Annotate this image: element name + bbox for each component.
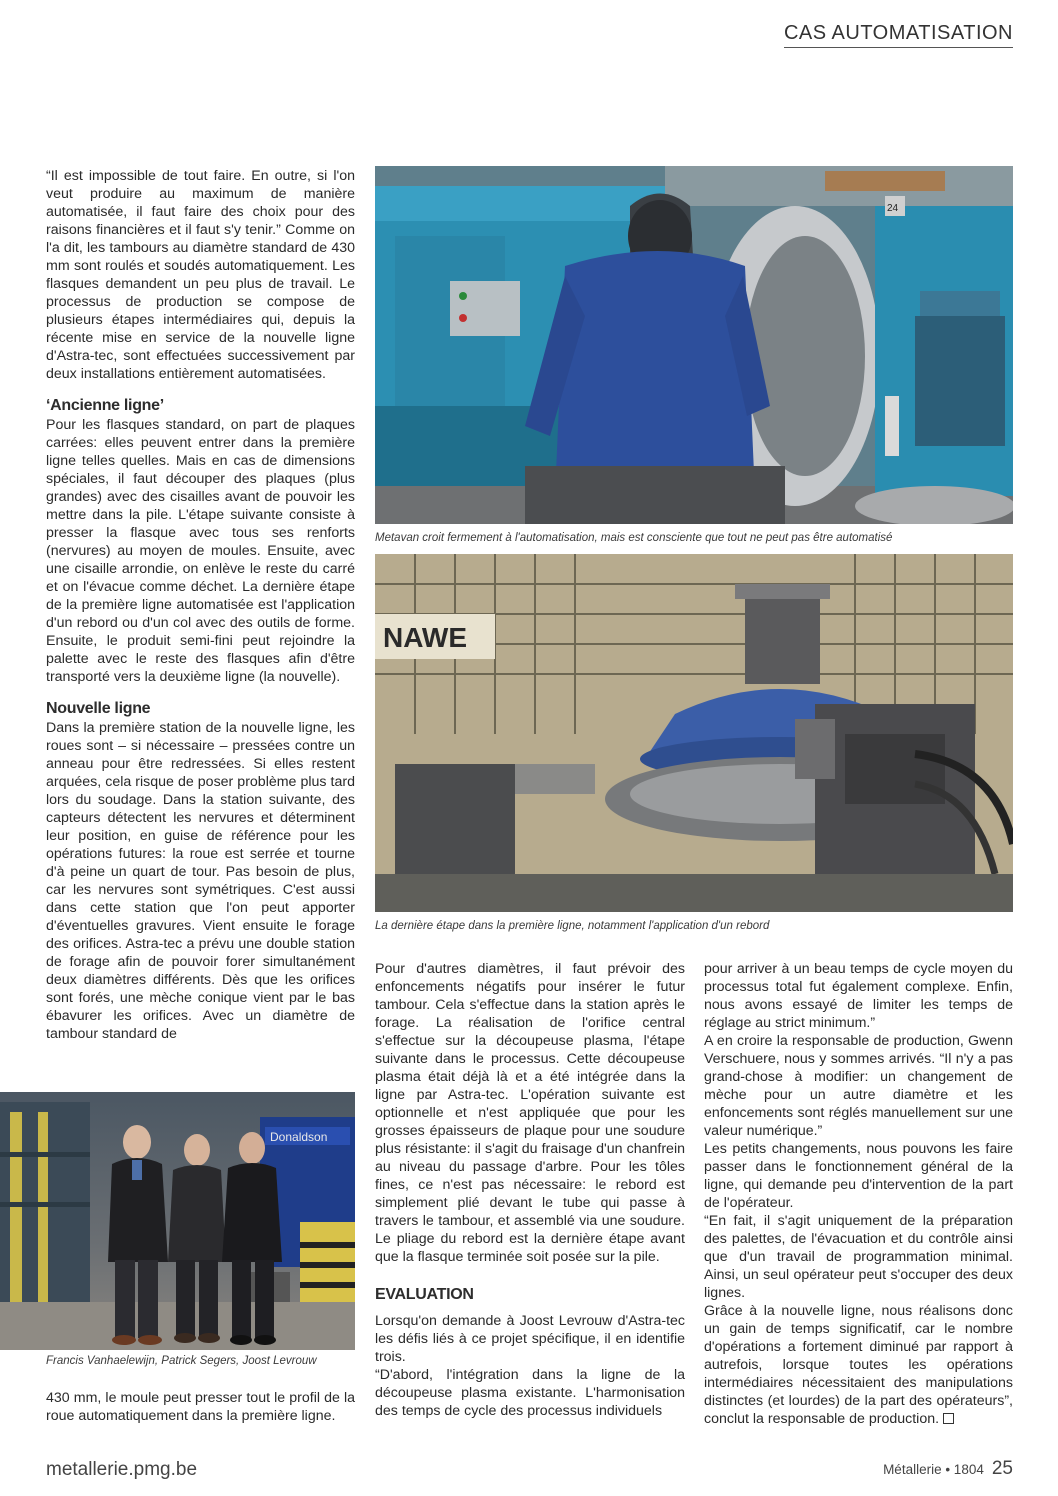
conclusion-text: Grâce à la nouvelle ligne, nous réalisons donc un gain de temps significatif, car le nombre d'opérations a fortement diminué par rapport à autrefois, lorsque toutes les opérations intermédiaires nécessitaient des manipulations distinctes (et lourdes) de la part des opérateurs”, conclut la responsable de production.: [704, 1303, 1013, 1427]
column-1-continued: [46, 1389, 355, 1425]
page-number: 25: [991, 1458, 1013, 1479]
conclusion-paragraph: [704, 1302, 1013, 1428]
section-tag: CAS AUTOMATISATION: [784, 22, 1013, 48]
evaluation-paragraph: Lorsqu'on demande à Joost Levrouw d'Astra-tec les défis liés à ce projet spécifique, il en identifie trois.: [375, 1313, 685, 1365]
column-2: [375, 960, 685, 1420]
column-1: [46, 167, 355, 1043]
heading-nouvelle-ligne: Nouvelle ligne: [46, 700, 151, 717]
changes-paragraph: Les petits changements, nous pouvons les faire passer dans le fonctionnement général de la ligne, qui demande peu d'intervention de la part de l'opérateur.: [704, 1141, 1013, 1211]
nouvelle-ligne-paragraph: Dans la première station de la nouvelle ligne, les roues sont – si nécessaire – pressées contre un anneau pour être redressées. Si elles restent arquées, cela risque de poser problème plus tard lors du soudage. Dans la station suivante, des capteurs détectent les nervures et déterminent leur position, en guise de référence pour les opérations futures: la roue est serrée et tourne d'à peine un quart de tour. Pas besoin de plus, car les nervures sont symétriques. C'est aussi dans cette station que l'on peut apporter d'éventuelles gravures. Vient ensuite le forage des orifices. Astra-tec a prévu une double station de forage afin de pouvoir forer simultanément deux diamètres différents. Dès que les orifices sont forés, une mèche conique vient par le bas ébavurer les orifices. Avec un diamètre de tambour standard de: [46, 720, 355, 1042]
column-3: [704, 960, 1013, 1428]
people-photo: [0, 1092, 355, 1350]
operator-paragraph: “En fait, il s'agit uniquement de la préparation des palettes, de l'évacuation et du contrôle ainsi que d'un travail de programmation minimal. Ainsi, un seul opérateur peut s'occuper des deux lignes.: [704, 1213, 1013, 1301]
machine-caption: La dernière étape dans la première ligne, notamment l'application d'un rebord: [375, 920, 770, 932]
heading-evaluation: EVALUATION: [375, 1286, 474, 1303]
end-square-icon: [943, 1413, 954, 1424]
cycle-paragraph: pour arriver à un beau temps de cycle moyen du processus total fut également complexe. Enfin, nous avons essayé de limiter les temps de réglage au strict minimum.”: [704, 961, 1013, 1031]
plasma-paragraph: Pour d'autres diamètres, il faut prévoir des enfoncements négatifs pour insérer le futur tambour. Cela s'effectue dans la station après le forage. La réalisation de l'orifice central s'effectue sur la découpeuse plasma, l'étape suivante dans le processus. Cette découpeuse plasma était déjà là et a été intégrée dans la ligne par Astra-tec. L'opération suivante est optionnelle et n'est appliquée que pour les grosses épaisseurs de plaque pour une soudure plus résistante: il s'agit du fraisage d'un chanfrein au niveau du passage d'arbre. Pour les tôles fines, ce n'est pas nécessaire: le rebord est simplement plié devant le tube qui passe à travers le tambour, et assemblé via une soudure. Le pliage du rebord est la dernière étape avant que la flasque terminée soit posée sur la pile.: [375, 961, 685, 1265]
ancienne-ligne-paragraph: Pour les flasques standard, on part de plaques carrées: elles peuvent entrer dans la première ligne telles quelles. Mais en cas de dimensions spéciales, il faut découper des plaques (plus grandes) avec des cisailles avant de pouvoir les mettre dans la pile. L'étape suivante consiste à presser la flasque avec tous ses renforts (nervures) au moyen de moules. Ensuite, avec une cisaille arrondie, on enlève le reste du carré et on l'évacue comme déchet. La dernière étape de la première ligne automatisée est l'application d'un rebord ou d'un col avec des outils de forme. Ensuite, le produit semi-fini peut rejoindre la palette avec le reste des flasques afin d'être transporté vers la deuxième ligne (la nouvelle).: [46, 417, 355, 685]
machine-tag-24: 24: [887, 203, 899, 214]
welder-caption: Metavan croit fermement à l'automatisation, mais est consciente que tout ne peut pas être automatisé: [375, 532, 893, 544]
donaldson-sign: Donaldson: [270, 1130, 328, 1144]
issue-label: Métallerie • 1804: [883, 1462, 984, 1477]
intro-paragraph: “Il est impossible de tout faire. En outre, si l'on veut produire au maximum de manière automatisée, il faut faire des choix pour des raisons financières et il faut s'y tenir.” Comme on l'a dit, les tambours au diamètre standard de 430 mm sont roulés et soudés automatiquement. Les flasques demandent un peu plus de travail. Le processus de production se compose de plusieurs étapes intermédiaires qui, depuis la récente mise en service de la nouvelle ligne d'Astra-tec, sont effectuées successivement par deux installations entièrement automatisées.: [46, 168, 355, 382]
heading-ancienne-ligne: ‘Ancienne ligne’: [46, 397, 164, 414]
nawe-sign: NAWE: [383, 622, 467, 653]
website-footer[interactable]: metallerie.pmg.be: [46, 1459, 198, 1480]
issue-footer: [883, 1458, 1013, 1480]
verschuere-paragraph: A en croire la responsable de production, Gwenn Verschuere, nous y sommes arrivés. “Il n'y a pas grand-chose à modifier: un changement de mèche pour un autre diamètre et les enfoncements sont réglés manuellement sur une valeur numérique.”: [704, 1033, 1013, 1139]
people-caption: Francis Vanhaelewijn, Patrick Segers, Joost Levrouw: [46, 1355, 317, 1367]
welder-photo: [375, 166, 1013, 524]
continued-paragraph: 430 mm, le moule peut presser tout le profil de la roue automatiquement dans la première ligne.: [46, 1390, 355, 1424]
quote-paragraph: “D'abord, l'intégration dans la ligne de la découpeuse plasma existante. L'harmonisation des temps de cycle des processus individuels: [375, 1367, 685, 1419]
machine-photo: [375, 554, 1013, 912]
